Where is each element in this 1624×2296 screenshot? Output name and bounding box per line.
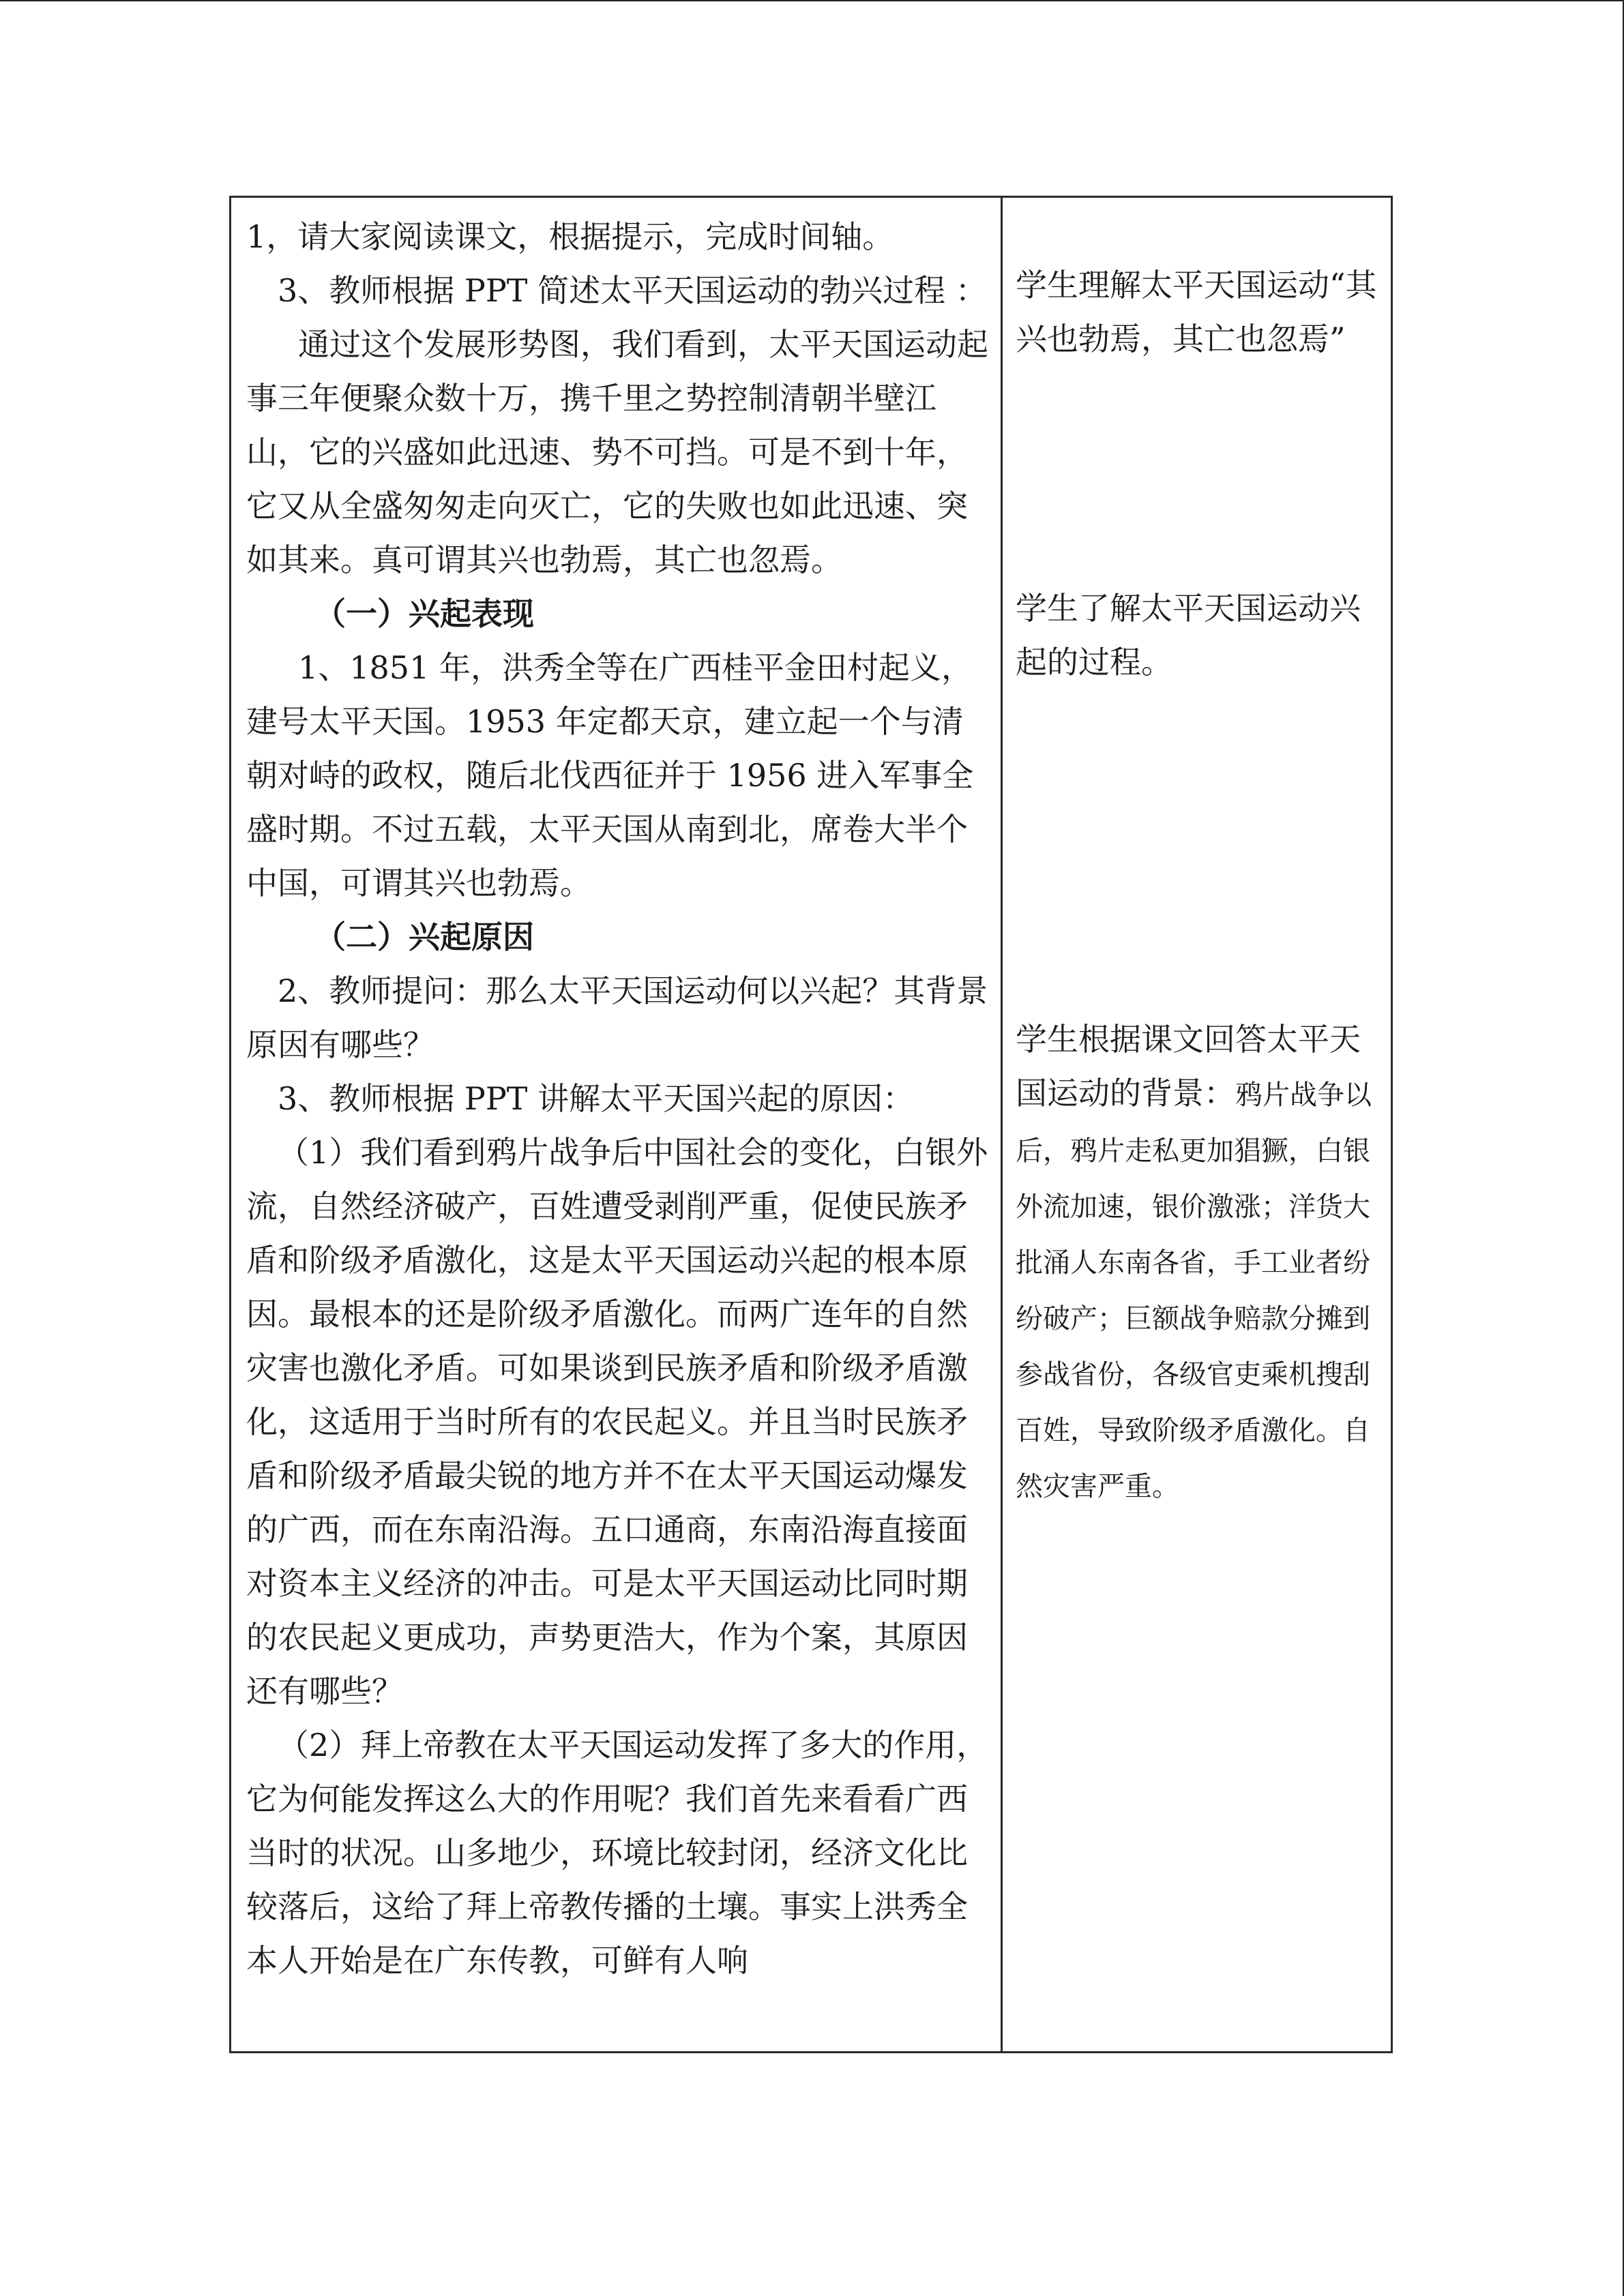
student-note: 学生了解太平天国运动兴起的过程。 — [1016, 590, 1361, 681]
column-divider — [1001, 198, 1003, 2051]
section-heading: （一）兴起表现 — [314, 595, 534, 632]
paragraph: 1，请大家阅读课文，根据提示，完成时间轴。 — [246, 218, 894, 255]
paragraph: 3、教师根据 PPT 讲解太平天国兴起的原因： — [278, 1080, 915, 1117]
lesson-table — [229, 196, 1393, 2053]
paragraph: 2、教师提问：那么太平天国运动何以兴起？其背景原因有哪些？ — [246, 972, 988, 1063]
paragraph: （2）拜上帝教在太平天国运动发挥了多大的作用，它为何能发挥这么大的作用呢？我们首先来看看广西当时的状况。山多地少，环境比较封闭，经济文化比较落后，这给了拜上帝教传播的土壤。事实上洪秀全本人开始是在广东传教，可鲜有人响 — [246, 1727, 988, 1979]
paragraph: 1、1851 年，洪秀全等在广西桂平金田村起义，建号太平天国。1953 年定都天京，建立起一个与清朝对峙的政权，随后北伐西征并于 1956 进入军事全盛时期。不过五载，太平天国从南到北，席卷大半个中国，可谓其兴也勃焉。 — [246, 649, 974, 901]
student-note: 学生理解太平天国运动“其兴也勃焉，其亡也忽焉” — [1016, 267, 1377, 357]
paragraph: 3、教师根据 PPT 简述太平天国运动的勃兴过程 ： — [278, 272, 987, 309]
paragraph: 通过这个发展形势图，我们看到，太平天国运动起事三年便聚众数十万，携千里之势控制清朝半壁江山，它的兴盛如此迅速、势不可挡。可是不到十年，它又从全盛匆匆走向灭亡，它的失败也如此迅速、突如其来。真可谓其兴也勃焉，其亡也忽焉。 — [246, 326, 988, 578]
teacher-activity-cell — [246, 210, 990, 1988]
paragraph: （1）我们看到鸦片战争后中国社会的变化，白银外流，自然经济破产，百姓遭受剥削严重，促使民族矛盾和阶级矛盾激化，这是太平天国运动兴起的根本原因。最根本的还是阶级矛盾激化。而两广连年的自然灾害也激化矛盾。可如果谈到民族矛盾和阶级矛盾激化，这适用于当时所有的农民起义。并且当时民族矛盾和阶级矛盾最尖锐的地方并不在太平天国运动爆发的广西，而在东南沿海。五口通商，东南沿海直接面对资本主义经济的冲击。可是太平天国运动比同时期的农民起义更成功，声势更浩大，作为个案，其原因还有哪些？ — [246, 1134, 988, 1710]
section-heading: （二）兴起原因 — [314, 919, 534, 955]
student-note: 学生根据课文回答太平天国运动的背景：鸦片战争以后，鸦片走私更加猖獗，白银外流加速，银价激涨；洋货大批涌人东南各省，手工业者纷纷破产；巨额战争赔款分摊到参战省份，各级官吏乘机搜刮百姓，导致阶级矛盾激化。自然灾害严重。 — [1016, 1021, 1372, 1502]
